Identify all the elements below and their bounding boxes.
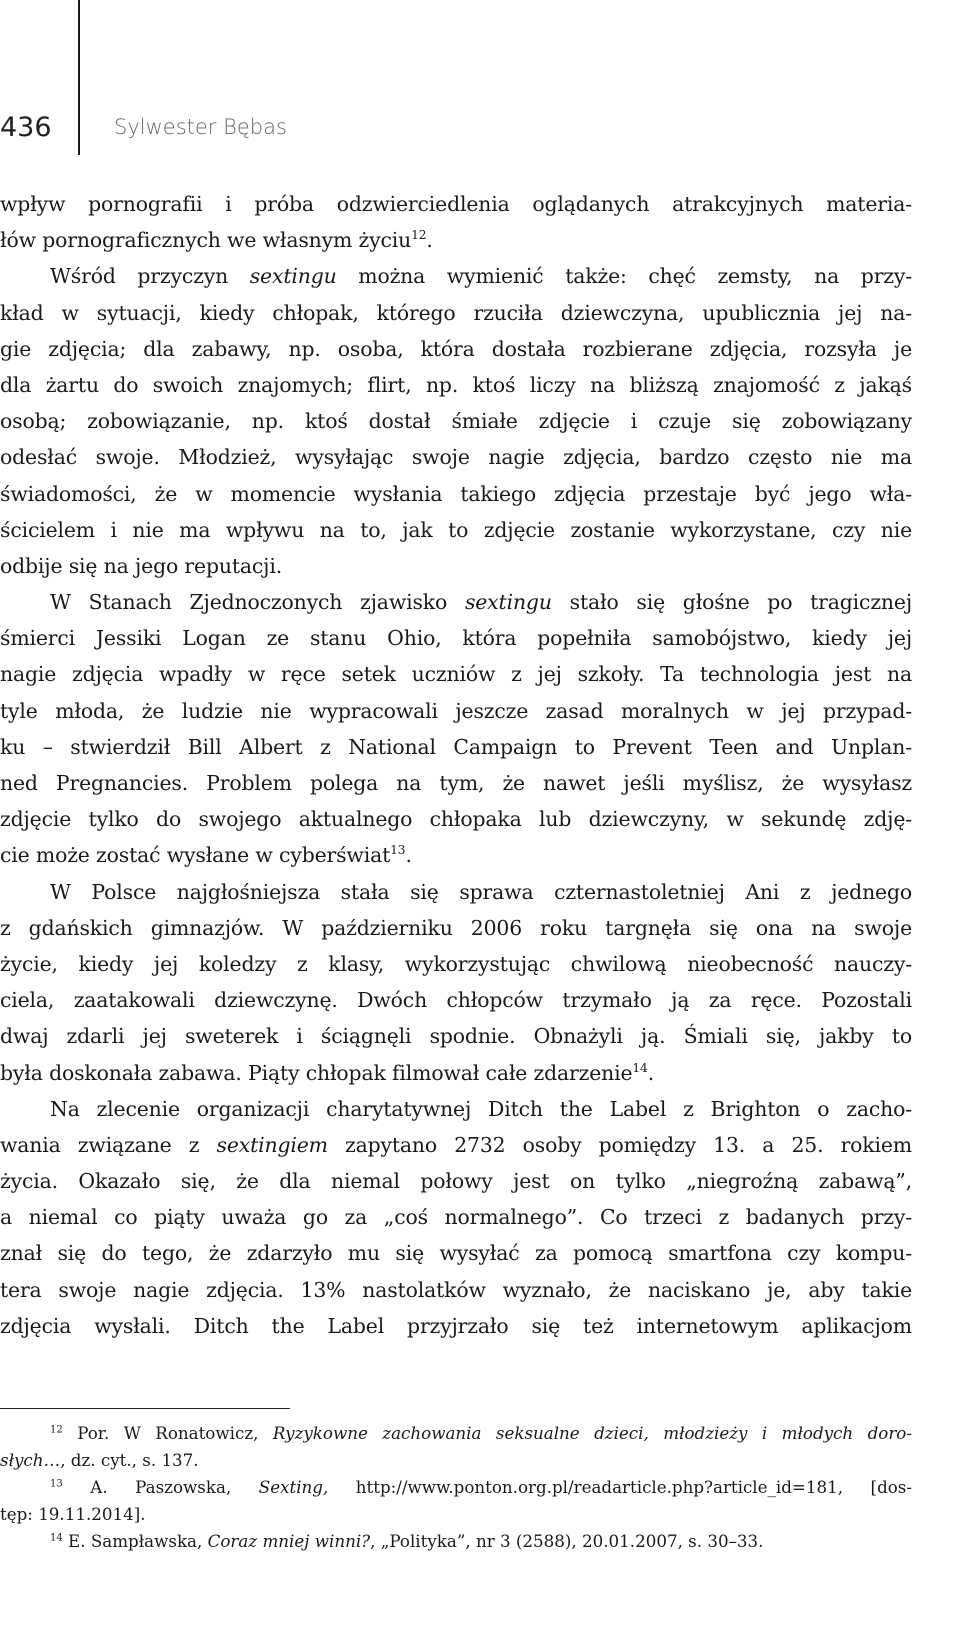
text-line: nagie zdjęcia wpadły w ręce setek uczniów z jej szkoły. Ta technologia jest na [0, 662, 912, 687]
text-line: ciela, zaatakowali dziewczynę. Dwóch chłopców trzymało ją za ręce. Pozostali [0, 988, 912, 1013]
text-line: wpływ pornografii i próba odzwierciedlenia oglądanych atrakcyjnych materia- [0, 192, 912, 216]
text-line: W Polsce najgłośniejsza stała się sprawa czternastoletniej Ani z jednego [50, 879, 912, 904]
footnote-reference: 14 [632, 1060, 648, 1075]
text-line: zdjęcia wysłali. Ditch the Label przyjrzało się też internetowym aplikacjom [0, 1313, 912, 1338]
text-line: ku – stwierdził Bill Albert z National Campaign to Prevent Teen and Unplan- [0, 734, 912, 759]
footnote-line: $^{13}$ A. Paszowska, Sexting, http://www.ponton.org.pl/readarticle.php?article_id=181, [dos- [50, 1477, 912, 1497]
text-line: znał się do tego, że zdarzyło mu się wysyłać za pomocą smartfona czy kompu- [0, 1241, 912, 1266]
footnote-line: tęp: 19.11.2014]. [0, 1504, 146, 1524]
page-number: 436 [0, 112, 52, 143]
paragraph [0, 258, 912, 584]
italic-term: sextingu [249, 264, 337, 289]
text-line: kład w sytuacji, kiedy chłopak, którego rzuciła dziewczyna, upublicznia jej na- [0, 300, 912, 325]
footnote-line: słych…, dz. cyt., s. 137. [0, 1450, 199, 1470]
text-line: ścicielem i nie ma wpływu na to, jak to zdjęcie zostanie wykorzystane, czy nie [0, 517, 912, 542]
italic-term: Sexting, [258, 1477, 329, 1497]
footnote-reference: 12 [411, 228, 427, 243]
text-line: Wśród przyczyn sextingu można wymienić także: chęć zemsty, na przy- [50, 264, 912, 289]
text-line: ned Pregnancies. Problem polega na tym, że nawet jeśli myślisz, że wysyłasz [0, 771, 912, 795]
paragraph [0, 186, 912, 258]
text-line: dla żartu do swoich znajomych; flirt, np. ktoś liczy na bliższą znajomość z jakąś [0, 372, 912, 397]
footnote [0, 1420, 912, 1474]
italic-term: sextingu [464, 590, 552, 615]
italic-term: Ryzykowne zachowania seksualne dzieci, młodzieży i młodych doro- [272, 1423, 912, 1443]
footnotes [0, 1420, 912, 1555]
paragraph [0, 1091, 912, 1344]
text-line: odesłać swoje. Młodzież, wysyłając swoje nagie zdjęcia, bardzo często nie ma [0, 445, 912, 470]
text-line: gie zdjęcia; dla zabawy, np. osoba, która dostała rozbierane zdjęcia, rozsyła je [0, 336, 912, 361]
text-line: z gdańskich gimnazjów. W październiku 2006 roku targnęła się ona na swoje [0, 915, 912, 940]
footnote-reference: 13 [390, 843, 406, 858]
footnote-line: $^{14}$ E. Sampławska, Coraz mniej winni?, „Polityka”, nr 3 (2588), 20.01.2007, s. 30–33. [50, 1531, 764, 1551]
text-line: była doskonała zabawa. Piąty chłopak filmował całe zdarzenie$^{14}$. [0, 1060, 655, 1085]
text-line: cie może zostać wysłane w cyberświat$^{13}$. [0, 843, 412, 868]
text-line: wania związane z sextingiem zapytano 2732 osoby pomiędzy 13. a 25. rokiem [0, 1132, 912, 1157]
paragraph [0, 874, 912, 1091]
italic-term: Coraz mniej winni? [207, 1531, 371, 1551]
text-line: świadomości, że w momencie wysłania takiego zdjęcia przestaje być jego wła- [0, 481, 912, 506]
text-line: osobą; zobowiązanie, np. ktoś dostał śmiałe zdjęcie i czuje się zobowiązany [0, 409, 912, 434]
text-line: dwaj zdarli jej sweterek i ściągnęli spodnie. Obnażyli ją. Śmiali się, jakby to [0, 1024, 912, 1049]
footnote-reference: 13 [50, 1478, 63, 1490]
footnote-reference: 12 [50, 1424, 63, 1436]
text-line: śmierci Jessiki Logan ze stanu Ohio, która popełniła samobójstwo, kiedy jej [0, 626, 912, 651]
text-line: tera swoje nagie zdjęcia. 13% nastolatków wyznało, że naciskano je, aby takie [0, 1277, 912, 1302]
text-line: życia. Okazało się, że dla niemal połowy jest on tylko „niegroźną zabawą”, [0, 1169, 912, 1194]
text-line: W Stanach Zjednoczonych zjawisko sextingu stało się głośne po tragicznej [50, 590, 912, 615]
italic-term: sextingiem [216, 1132, 328, 1157]
text-line: łów pornograficznych we własnym życiu$^{12}$. [0, 228, 433, 253]
header-rule [78, 0, 80, 155]
running-head-author: Sylwester Bębas [114, 115, 287, 139]
footnote-rule [0, 1408, 290, 1409]
footnote-line: $^{12}$ Por. W Ronatowicz, Ryzykowne zachowania seksualne dzieci, młodzieży i młodych doro- [50, 1423, 912, 1443]
body-text [0, 186, 912, 1344]
text-line: tyle młoda, że ludzie nie wypracowali jeszcze zasad moralnych w jej przypad- [0, 698, 912, 723]
paragraph [0, 584, 912, 874]
footnote-reference: 14 [50, 1532, 63, 1544]
footnote [0, 1474, 912, 1528]
text-line: życie, kiedy jej koledzy z klasy, wykorzystując chwilową nieobecność nauczy- [0, 951, 912, 976]
italic-term: słych… [0, 1450, 61, 1470]
footnote [0, 1528, 912, 1555]
text-line: a niemal co piąty uważa go za „coś normalnego”. Co trzeci z badanych przy- [0, 1205, 912, 1230]
text-line: zdjęcie tylko do swojego aktualnego chłopaka lub dziewczyny, w sekundę zdję- [0, 807, 912, 832]
text-line: Na zlecenie organizacji charytatywnej Ditch the Label z Brighton o zacho- [50, 1096, 912, 1121]
text-line: odbije się na jego reputacji. [0, 553, 283, 578]
